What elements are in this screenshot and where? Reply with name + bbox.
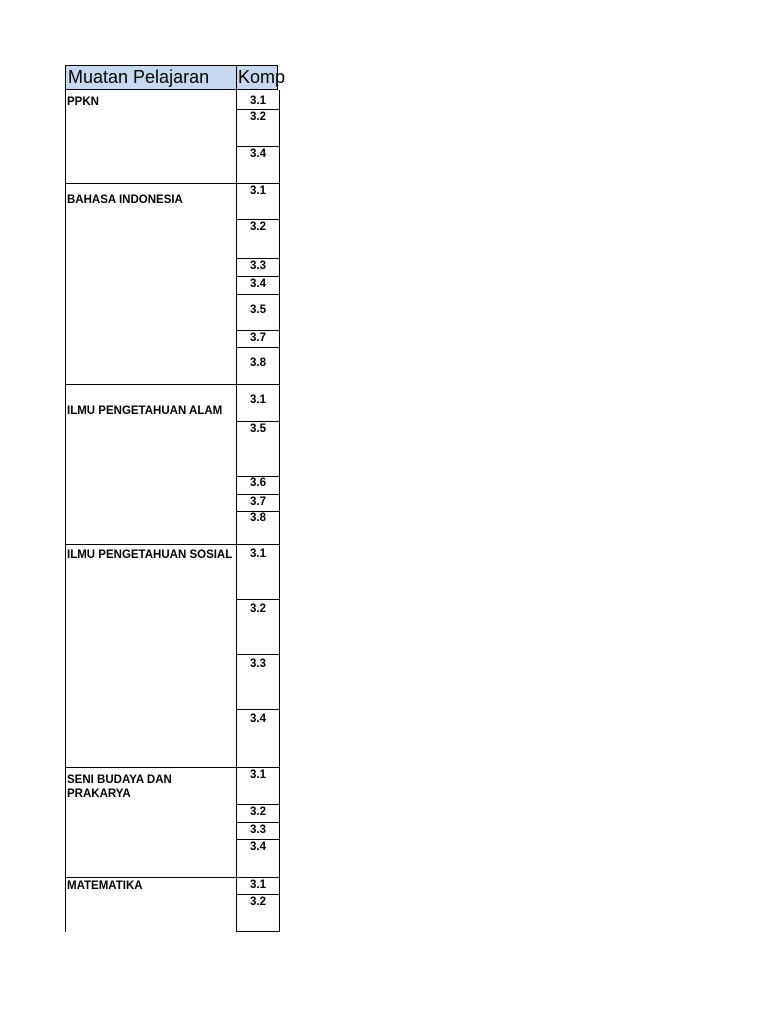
subject-name: SENI BUDAYA DAN PRAKARYA bbox=[67, 774, 172, 800]
kd-code: 3.2 bbox=[250, 603, 266, 615]
header-subject-cell[interactable]: Muatan Pelajaran bbox=[66, 66, 237, 89]
subject-cell-matematika[interactable] bbox=[66, 878, 237, 932]
subject-cell-ipa[interactable] bbox=[66, 385, 237, 545]
subject-cell-bahasa-indonesia[interactable] bbox=[66, 184, 237, 385]
kd-code: 3.1 bbox=[250, 394, 266, 406]
kd-code: 3.4 bbox=[250, 278, 266, 290]
kd-column bbox=[236, 90, 280, 932]
kd-cell[interactable] bbox=[237, 259, 279, 277]
kd-cell[interactable] bbox=[237, 220, 279, 259]
kd-code: 3.4 bbox=[250, 713, 266, 725]
kd-cell[interactable] bbox=[237, 545, 279, 600]
kd-cell[interactable] bbox=[237, 477, 279, 495]
kd-code: 3.2 bbox=[250, 111, 266, 123]
kd-code: 3.8 bbox=[250, 512, 266, 524]
kd-cell[interactable] bbox=[237, 878, 279, 895]
kd-code: 3.4 bbox=[250, 148, 266, 160]
kd-cell[interactable] bbox=[237, 184, 279, 220]
subject-cell-ppkn[interactable] bbox=[66, 90, 237, 184]
kd-code: 3.5 bbox=[250, 304, 266, 316]
kd-code: 3.6 bbox=[250, 477, 266, 489]
kd-code: 3.4 bbox=[250, 841, 266, 853]
subject-name: BAHASA INDONESIA bbox=[67, 194, 183, 206]
kd-cell[interactable] bbox=[237, 768, 279, 805]
kd-cell[interactable] bbox=[237, 147, 279, 184]
subject-name: PPKN bbox=[67, 96, 99, 108]
kd-code: 3.7 bbox=[250, 496, 266, 508]
kd-code: 3.3 bbox=[250, 824, 266, 836]
kd-code: 3.1 bbox=[250, 769, 266, 781]
subject-name: MATEMATIKA bbox=[67, 880, 143, 892]
kd-code: 3.8 bbox=[250, 357, 266, 369]
subject-column bbox=[65, 90, 237, 932]
kd-code: 3.2 bbox=[250, 806, 266, 818]
kd-code: 3.2 bbox=[250, 896, 266, 908]
subject-cell-ips[interactable] bbox=[66, 545, 237, 768]
kd-cell[interactable] bbox=[237, 805, 279, 823]
kd-code: 3.1 bbox=[250, 879, 266, 891]
subject-name: ILMU PENGETAHUAN ALAM bbox=[67, 405, 223, 417]
kd-cell[interactable] bbox=[237, 422, 279, 477]
kd-cell[interactable] bbox=[237, 710, 279, 768]
kd-cell[interactable] bbox=[237, 823, 279, 840]
kd-code: 3.2 bbox=[250, 221, 266, 233]
subject-cell-sbdp[interactable] bbox=[66, 768, 237, 878]
kd-code: 3.3 bbox=[250, 658, 266, 670]
kd-cell[interactable] bbox=[237, 655, 279, 710]
kd-cell[interactable] bbox=[237, 840, 279, 878]
kd-code: 3.1 bbox=[250, 548, 266, 560]
kd-code: 3.7 bbox=[250, 332, 266, 344]
kd-cell[interactable] bbox=[237, 895, 279, 932]
kd-cell[interactable] bbox=[237, 512, 279, 545]
kd-cell[interactable] bbox=[237, 295, 279, 331]
kd-cell[interactable] bbox=[237, 110, 279, 147]
kd-cell[interactable] bbox=[237, 600, 279, 655]
kd-cell[interactable] bbox=[237, 331, 279, 348]
kd-code: 3.3 bbox=[250, 260, 266, 272]
table-header-row bbox=[65, 65, 286, 90]
kd-cell[interactable] bbox=[237, 385, 279, 422]
kd-cell[interactable] bbox=[237, 93, 279, 110]
kd-code: 3.1 bbox=[250, 185, 266, 197]
header-kd-cell[interactable]: Komp bbox=[238, 67, 286, 87]
subject-name: ILMU PENGETAHUAN SOSIAL bbox=[67, 549, 233, 561]
curriculum-table bbox=[65, 65, 286, 932]
kd-cell[interactable] bbox=[237, 277, 279, 295]
kd-code: 3.1 bbox=[250, 95, 266, 107]
kd-cell[interactable] bbox=[237, 495, 279, 512]
kd-cell[interactable] bbox=[237, 348, 279, 385]
kd-code: 3.5 bbox=[250, 423, 266, 435]
